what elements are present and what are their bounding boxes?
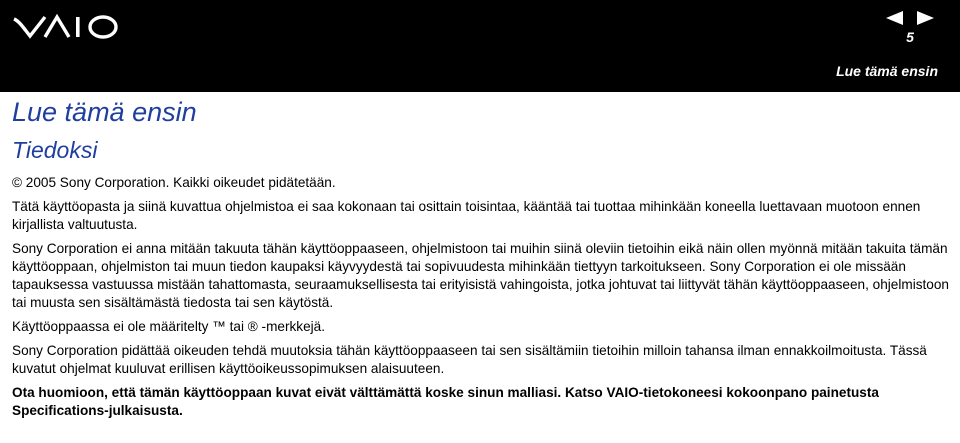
arrow-right-icon[interactable] [915, 10, 937, 26]
paragraph-reproduction: Tätä käyttöopasta ja siinä kuvattua ohjelmistoa ei saa kokonaan tai osittain toisintaa, kääntää tai tuottaa mihinkään koneella luettavaan muotoon ennen kirjallista valtuutusta. [12, 199, 921, 232]
page-title: Lue tämä ensin [12, 97, 197, 127]
section-label: Lue tämä ensin [836, 63, 938, 79]
paragraph-trademarks: Käyttöoppaassa ei ole määritelty ™ tai ® -merkkejä. [12, 319, 325, 334]
copyright-text: © 2005 Sony Corporation. Kaikki oikeudet pidätetään. [12, 175, 336, 190]
paragraph-changes: Sony Corporation pidättää oikeuden tehdä muutoksia tähän käyttöoppaaseen tai sen sisältämiin tietoihin milloin tahansa ilman ennakkoilmoitusta. Tässä kuvatut ohjelmat kuuluvat erillisen käyttöoikeussopimuksen alaisuuteen. [12, 343, 927, 376]
paragraph-warranty: Sony Corporation ei anna mitään takuuta tähän käyttöoppaaseen, ohjelmistoon tai muihin siinä oleviin tietoihin eikä näin ollen myönnä mitään takuita tämän käyttöoppaan, ohjelmiston tai muun tiedon kaupaksi käyvyydestä tai sopivuudesta mihinkään tiettyyn tarkoitukseen. Sony Corporation ei ole missään tapauksessa vastuussa mistään tahattomasta, seuraamuksellisesta tai erityisistä vahingoista, jotka johtuvat tai liittyvät tähän käyttöoppaaseen, ohjelmistoon tai muusta sen sisältämästä tiedosta tai sen käytöstä. [12, 241, 949, 310]
main-content [12, 96, 952, 426]
vaio-logo [12, 11, 122, 41]
header-bar [0, 0, 960, 92]
page-navigation [883, 10, 943, 26]
arrow-left-icon[interactable] [883, 10, 905, 26]
section-subtitle: Tiedoksi [12, 137, 98, 163]
notice-text: Ota huomioon, että tämän käyttöoppaan kuvat eivät välttämättä koske sinun malliasi. Katso VAIO-tietokoneesi kokoonpano painetusta Specifications-julkaisusta. [12, 385, 879, 418]
page-number: 5 [906, 29, 914, 45]
